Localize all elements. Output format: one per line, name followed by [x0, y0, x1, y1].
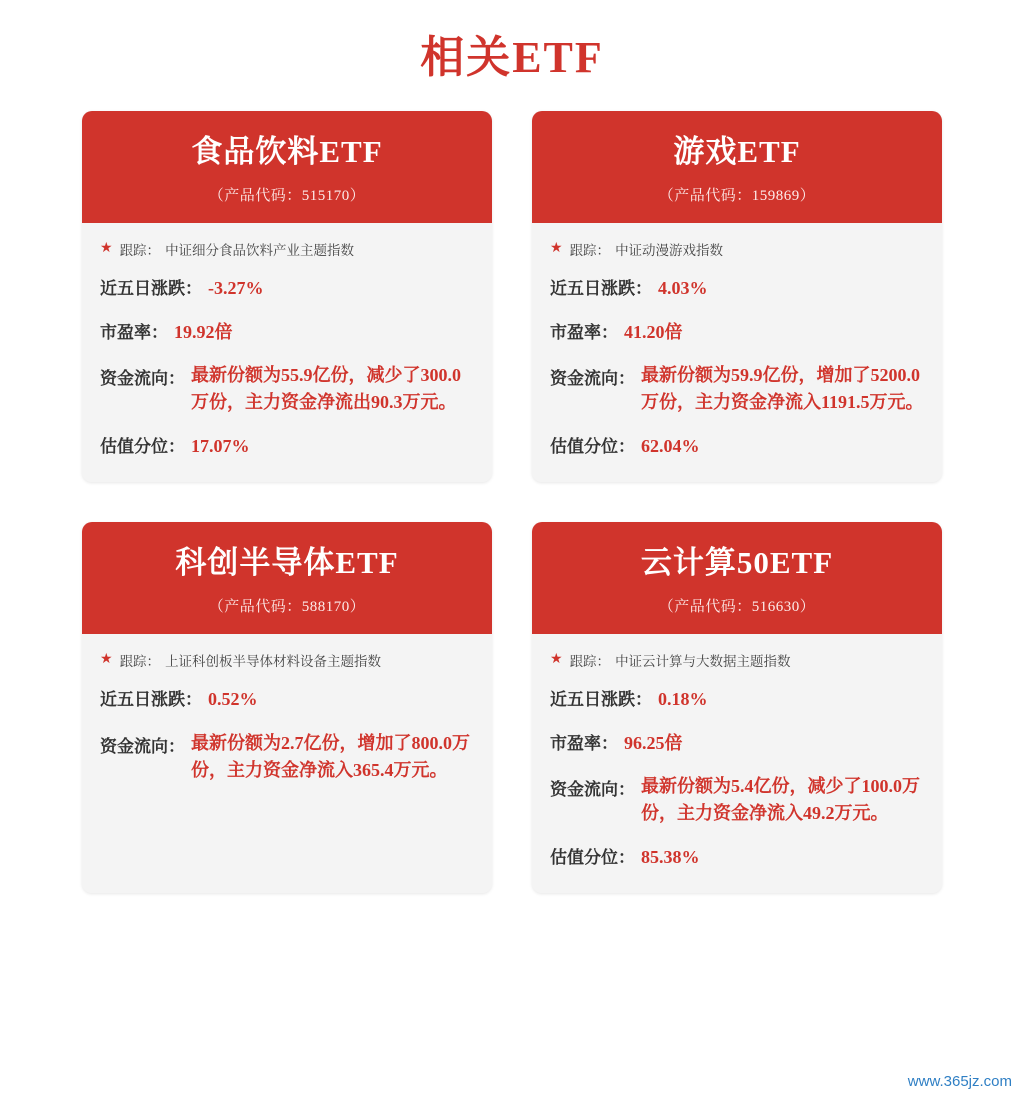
etf-valuation-label: 估值分位： — [550, 848, 635, 868]
etf-code-prefix: （产品代码： — [208, 187, 302, 204]
etf-pe-row — [100, 319, 474, 346]
etf-track-label: 跟踪： — [569, 242, 611, 258]
etf-pe-row — [550, 730, 924, 757]
etf-code — [92, 595, 482, 616]
etf-track-value: 中证动漫游戏指数 — [615, 242, 724, 258]
etf-five-day-row — [100, 275, 474, 302]
etf-card-body — [532, 223, 942, 482]
etf-code — [92, 184, 482, 205]
etf-name: 食品饮料ETF — [191, 133, 383, 169]
etf-valuation-row — [100, 433, 474, 460]
etf-valuation-label: 估值分位： — [550, 437, 635, 457]
etf-card-grid — [82, 111, 942, 893]
star-icon: ★ — [100, 240, 113, 256]
etf-name: 游戏ETF — [673, 133, 801, 169]
star-icon: ★ — [550, 652, 563, 668]
etf-pe-label: 市盈率： — [550, 322, 618, 342]
etf-code-value: 588170 — [301, 599, 350, 616]
etf-flow-row — [100, 362, 474, 416]
etf-flow-value: 最新份额为55.9亿份，减少了300.0万份，主力资金净流出90.3万元。 — [191, 365, 461, 413]
etf-valuation-value: 17.07% — [191, 436, 250, 457]
etf-flow-label: 资金流向： — [100, 369, 185, 389]
etf-track-label: 跟踪： — [569, 654, 611, 670]
etf-valuation-row — [550, 433, 924, 460]
etf-five-day-row — [100, 686, 474, 713]
etf-track-row — [100, 650, 474, 670]
etf-track-row — [550, 239, 924, 259]
etf-five-day-label: 近五日涨跌： — [100, 690, 202, 710]
etf-track-row — [100, 239, 474, 259]
etf-five-day-row — [550, 686, 924, 713]
etf-code-prefix: （产品代码： — [208, 599, 302, 616]
etf-code — [542, 184, 932, 205]
etf-five-day-value: 0.18% — [658, 689, 708, 710]
etf-track-value: 中证细分食品饮料产业主题指数 — [165, 242, 355, 258]
etf-flow-label: 资金流向： — [550, 780, 635, 800]
etf-card-header — [532, 522, 942, 634]
etf-five-day-value: 0.52% — [208, 689, 258, 710]
etf-flow-label: 资金流向： — [550, 369, 635, 389]
etf-pe-value: 41.20倍 — [624, 321, 683, 342]
etf-flow-row — [100, 730, 474, 784]
etf-code-value: 159869 — [751, 187, 800, 204]
etf-pe-row — [550, 319, 924, 346]
etf-name: 科创半导体ETF — [175, 544, 399, 580]
etf-card-body — [82, 634, 492, 893]
etf-five-day-label: 近五日涨跌： — [550, 278, 652, 298]
etf-five-day-label: 近五日涨跌： — [100, 278, 202, 298]
etf-valuation-row — [550, 844, 924, 871]
etf-five-day-value: -3.27% — [208, 277, 264, 298]
etf-track-label: 跟踪： — [119, 242, 161, 258]
etf-track-value: 中证云计算与大数据主题指数 — [615, 654, 791, 670]
etf-track-label: 跟踪： — [119, 654, 161, 670]
site-watermark: www.365jz.com — [907, 1073, 1012, 1090]
etf-flow-row — [550, 773, 924, 827]
etf-pe-label: 市盈率： — [100, 322, 168, 342]
etf-code-suffix: ） — [799, 599, 816, 616]
etf-card-body — [82, 223, 492, 482]
etf-code-suffix: ） — [349, 599, 366, 616]
etf-flow-row — [550, 362, 924, 416]
etf-code-value: 516630 — [751, 599, 800, 616]
etf-five-day-label: 近五日涨跌： — [550, 690, 652, 710]
star-icon: ★ — [550, 240, 563, 256]
etf-flow-value: 最新份额为5.4亿份，减少了100.0万份，主力资金净流入49.2万元。 — [641, 776, 920, 824]
etf-card-body — [532, 634, 942, 893]
etf-card[interactable] — [532, 111, 942, 482]
etf-track-row — [550, 650, 924, 670]
etf-flow-label: 资金流向： — [100, 736, 185, 756]
etf-flow-value: 最新份额为59.9亿份，增加了5200.0万份，主力资金净流入1191.5万元。 — [641, 365, 924, 413]
etf-five-day-value: 4.03% — [658, 277, 708, 298]
etf-valuation-label: 估值分位： — [100, 437, 185, 457]
etf-card[interactable] — [532, 522, 942, 893]
etf-card[interactable] — [82, 111, 492, 482]
etf-pe-label: 市盈率： — [550, 733, 618, 753]
etf-five-day-row — [550, 275, 924, 302]
etf-valuation-value: 85.38% — [641, 847, 700, 868]
etf-flow-value: 最新份额为2.7亿份，增加了800.0万份，主力资金净流入365.4万元。 — [191, 732, 470, 780]
etf-code-suffix: ） — [349, 187, 366, 204]
etf-card-header — [82, 111, 492, 223]
etf-pe-value: 96.25倍 — [624, 732, 683, 753]
etf-code-prefix: （产品代码： — [658, 187, 752, 204]
etf-code-suffix: ） — [799, 187, 816, 204]
etf-card-header — [532, 111, 942, 223]
page-title: 相关ETF — [420, 33, 604, 82]
etf-name: 云计算50ETF — [640, 544, 834, 580]
etf-code-prefix: （产品代码： — [658, 599, 752, 616]
etf-track-value: 上证科创板半导体材料设备主题指数 — [165, 654, 382, 670]
etf-pe-value: 19.92倍 — [174, 321, 233, 342]
etf-card[interactable] — [82, 522, 492, 893]
etf-code — [542, 595, 932, 616]
etf-card-header — [82, 522, 492, 634]
etf-valuation-value: 62.04% — [641, 436, 700, 457]
etf-code-value: 515170 — [301, 187, 350, 204]
star-icon: ★ — [100, 652, 113, 668]
